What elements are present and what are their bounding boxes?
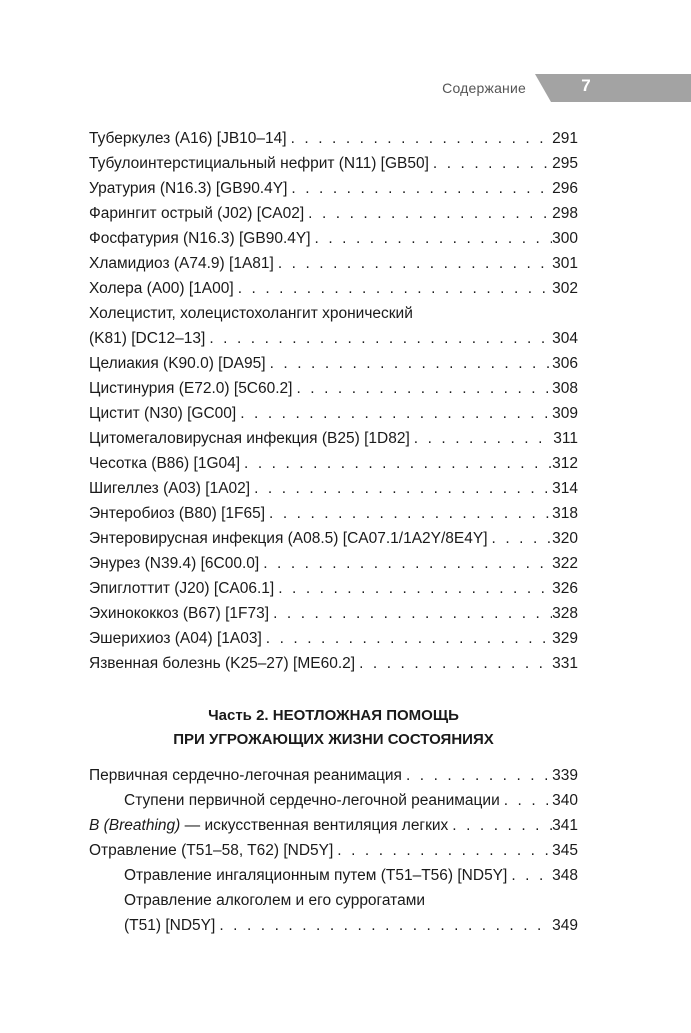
toc-entry-title: Ступени первичной сердечно-легочной реанимации [124, 792, 500, 809]
dot-leader [488, 526, 553, 551]
toc-entry-title: Энтеробиоз (B80) [1F65] [89, 505, 266, 522]
toc-entry[interactable] [89, 451, 578, 476]
toc-entry-title: Цистинурия (E72.0) [5C60.2] [89, 380, 293, 397]
toc-entry[interactable] [89, 176, 578, 201]
toc-entry-title: Первичная сердечно-легочная реанимация [89, 767, 402, 784]
toc-entry[interactable] [89, 601, 578, 626]
toc-entry-title: Фарингит острый (J02) [CA02] [89, 205, 305, 222]
toc-entry-title: Уратурия (N16.3) [GB90.4Y] [89, 180, 288, 197]
toc-entry-page: 349 [552, 917, 578, 934]
toc-entry-title: Отравление ингаляционным путем (T51–T56) [ND5Y] [124, 867, 508, 884]
dot-leader [429, 151, 552, 176]
toc-entry-page: 291 [552, 130, 578, 147]
toc-entry-title: B (Breathing) — искусственная вентиляция легких [89, 817, 449, 834]
dot-leader [333, 838, 552, 863]
toc-entry-title: Энтеровирусная инфекция (A08.5) [CA07.1/1A2Y/8E4Y] [89, 530, 488, 547]
running-header-title: Содержание [442, 80, 526, 96]
toc-entry[interactable] [89, 276, 578, 301]
dot-leader [262, 626, 552, 651]
dot-leader [355, 651, 552, 676]
toc-entry-page: 340 [552, 792, 578, 809]
toc-entry[interactable] [89, 401, 578, 426]
toc-entry-page: 326 [552, 580, 578, 597]
toc-entry-title: Холецистит, холецистохолангит хронический [89, 305, 413, 322]
dot-leader [292, 376, 552, 401]
toc-entry-title: Отравление алкоголем и его суррогатами [124, 892, 426, 909]
toc-entry[interactable] [89, 226, 578, 251]
dot-leader [500, 788, 552, 813]
toc-entry-page: 341 [552, 817, 578, 834]
toc-entry-page: 322 [552, 555, 578, 572]
page-number: 7 [581, 76, 591, 95]
dot-leader [287, 126, 553, 151]
dot-leader [215, 913, 552, 938]
toc-entry[interactable] [89, 351, 578, 376]
toc-entry-multiline[interactable] [89, 301, 578, 351]
dot-leader [205, 326, 552, 351]
toc-entry-title: Отравление (T51–58, T62) [ND5Y] [89, 842, 334, 859]
section-heading-line2: ПРИ УГРОЖАЮЩИХ ЖИЗНИ СОСТОЯНИЯХ [173, 731, 494, 748]
toc-entry[interactable] [89, 126, 578, 151]
toc-entry-page: 308 [552, 380, 578, 397]
toc-entry-page: 309 [552, 405, 578, 422]
toc-entry[interactable] [89, 551, 578, 576]
toc-subentry-multiline[interactable] [89, 888, 578, 938]
toc-entry-title: Чесотка (B86) [1G04] [89, 455, 241, 472]
dot-leader [269, 601, 552, 626]
toc-list-part1 [89, 126, 578, 676]
toc-entry-page: 320 [552, 530, 578, 547]
dot-leader [259, 551, 552, 576]
toc-entry[interactable] [89, 426, 578, 451]
dot-leader [274, 576, 552, 601]
toc-entry-line [89, 913, 578, 938]
dot-leader [507, 863, 552, 888]
toc-list-part2 [89, 763, 578, 938]
toc-entry-title: Туберкулез (A16) [JB10–14] [89, 130, 287, 147]
toc-entry-title: Цистит (N30) [GC00] [89, 405, 237, 422]
dot-leader [236, 401, 552, 426]
dot-leader [304, 201, 552, 226]
dot-leader [240, 451, 552, 476]
dot-leader [311, 226, 553, 251]
toc-subentry[interactable] [89, 863, 578, 888]
toc-entry-title: Тубулоинтерстициальный нефрит (N11) [GB50] [89, 155, 429, 172]
toc-entry-title: Целиакия (K90.0) [DA95] [89, 355, 266, 372]
page-number-tab [535, 74, 691, 102]
toc-entry-title: (K81) [DC12–13] [89, 330, 206, 347]
toc-entry-page: 348 [552, 867, 578, 884]
toc-entry-page: 329 [552, 630, 578, 647]
toc-entry-page: 331 [552, 655, 578, 672]
toc-entry-title: (T51) [ND5Y] [124, 917, 216, 934]
dot-leader [448, 813, 552, 838]
toc-entry[interactable] [89, 838, 578, 863]
toc-entry[interactable] [89, 501, 578, 526]
toc-entry[interactable] [89, 251, 578, 276]
toc-entry-page: 318 [552, 505, 578, 522]
toc-entry-page: 296 [552, 180, 578, 197]
toc-entry-page: 312 [552, 455, 578, 472]
toc-subentry[interactable] [89, 788, 578, 813]
toc-entry-page: 300 [552, 230, 578, 247]
toc-entry-page: 304 [552, 330, 578, 347]
toc-entry-title: Цитомегаловирусная инфекция (B25) [1D82] [89, 430, 410, 447]
toc-entry-page: 345 [552, 842, 578, 859]
section-heading-line1: Часть 2. НЕОТЛОЖНАЯ ПОМОЩЬ [208, 707, 459, 724]
toc-entry-title: Язвенная болезнь (K25–27) [ME60.2] [89, 655, 356, 672]
toc-entry[interactable] [89, 151, 578, 176]
dot-leader [410, 426, 554, 451]
toc-entry-line [89, 301, 578, 326]
toc-entry-title: Эшерихиоз (A04) [1A03] [89, 630, 262, 647]
toc-entry-page: 298 [552, 205, 578, 222]
toc-entry-title: Фосфатурия (N16.3) [GB90.4Y] [89, 230, 311, 247]
toc-entry[interactable] [89, 576, 578, 601]
toc-entry[interactable] [89, 476, 578, 501]
toc-entry-title: Энурез (N39.4) [6C00.0] [89, 555, 260, 572]
toc-entry-page: 302 [552, 280, 578, 297]
toc-entry[interactable] [89, 763, 578, 788]
dot-leader [402, 763, 552, 788]
toc-entry-page: 339 [552, 767, 578, 784]
toc-entry-title: Холера (A00) [1A00] [89, 280, 234, 297]
toc-entry-page: 306 [552, 355, 578, 372]
toc-entry[interactable] [89, 813, 578, 838]
toc-entry-line [89, 326, 578, 351]
dot-leader [287, 176, 552, 201]
toc-entry-page: 295 [552, 155, 578, 172]
toc-entry-title: Шигеллез (A03) [1A02] [89, 480, 251, 497]
toc-entry-page: 314 [552, 480, 578, 497]
toc-entry-title: Хламидиоз (A74.9) [1A81] [89, 255, 274, 272]
toc-entry[interactable] [89, 626, 578, 651]
toc-entry[interactable] [89, 201, 578, 226]
toc-entry[interactable] [89, 526, 578, 551]
dot-leader [274, 251, 552, 276]
toc-entry[interactable] [89, 651, 578, 676]
dot-leader [265, 501, 552, 526]
dot-leader [250, 476, 552, 501]
toc-entry-page: 328 [552, 605, 578, 622]
toc-entry-title: Эхинококкоз (B67) [1F73] [89, 605, 270, 622]
toc-entry-page: 301 [552, 255, 578, 272]
toc-entry-page: 311 [553, 430, 578, 447]
dot-leader [234, 276, 552, 301]
toc-entry-line [89, 888, 578, 913]
section-heading [89, 704, 578, 752]
toc-entry-title: Эпиглоттит (J20) [CA06.1] [89, 580, 275, 597]
toc-entry[interactable] [89, 376, 578, 401]
dot-leader [266, 351, 553, 376]
toc-entry-italic: B (Breathing) [89, 817, 181, 834]
